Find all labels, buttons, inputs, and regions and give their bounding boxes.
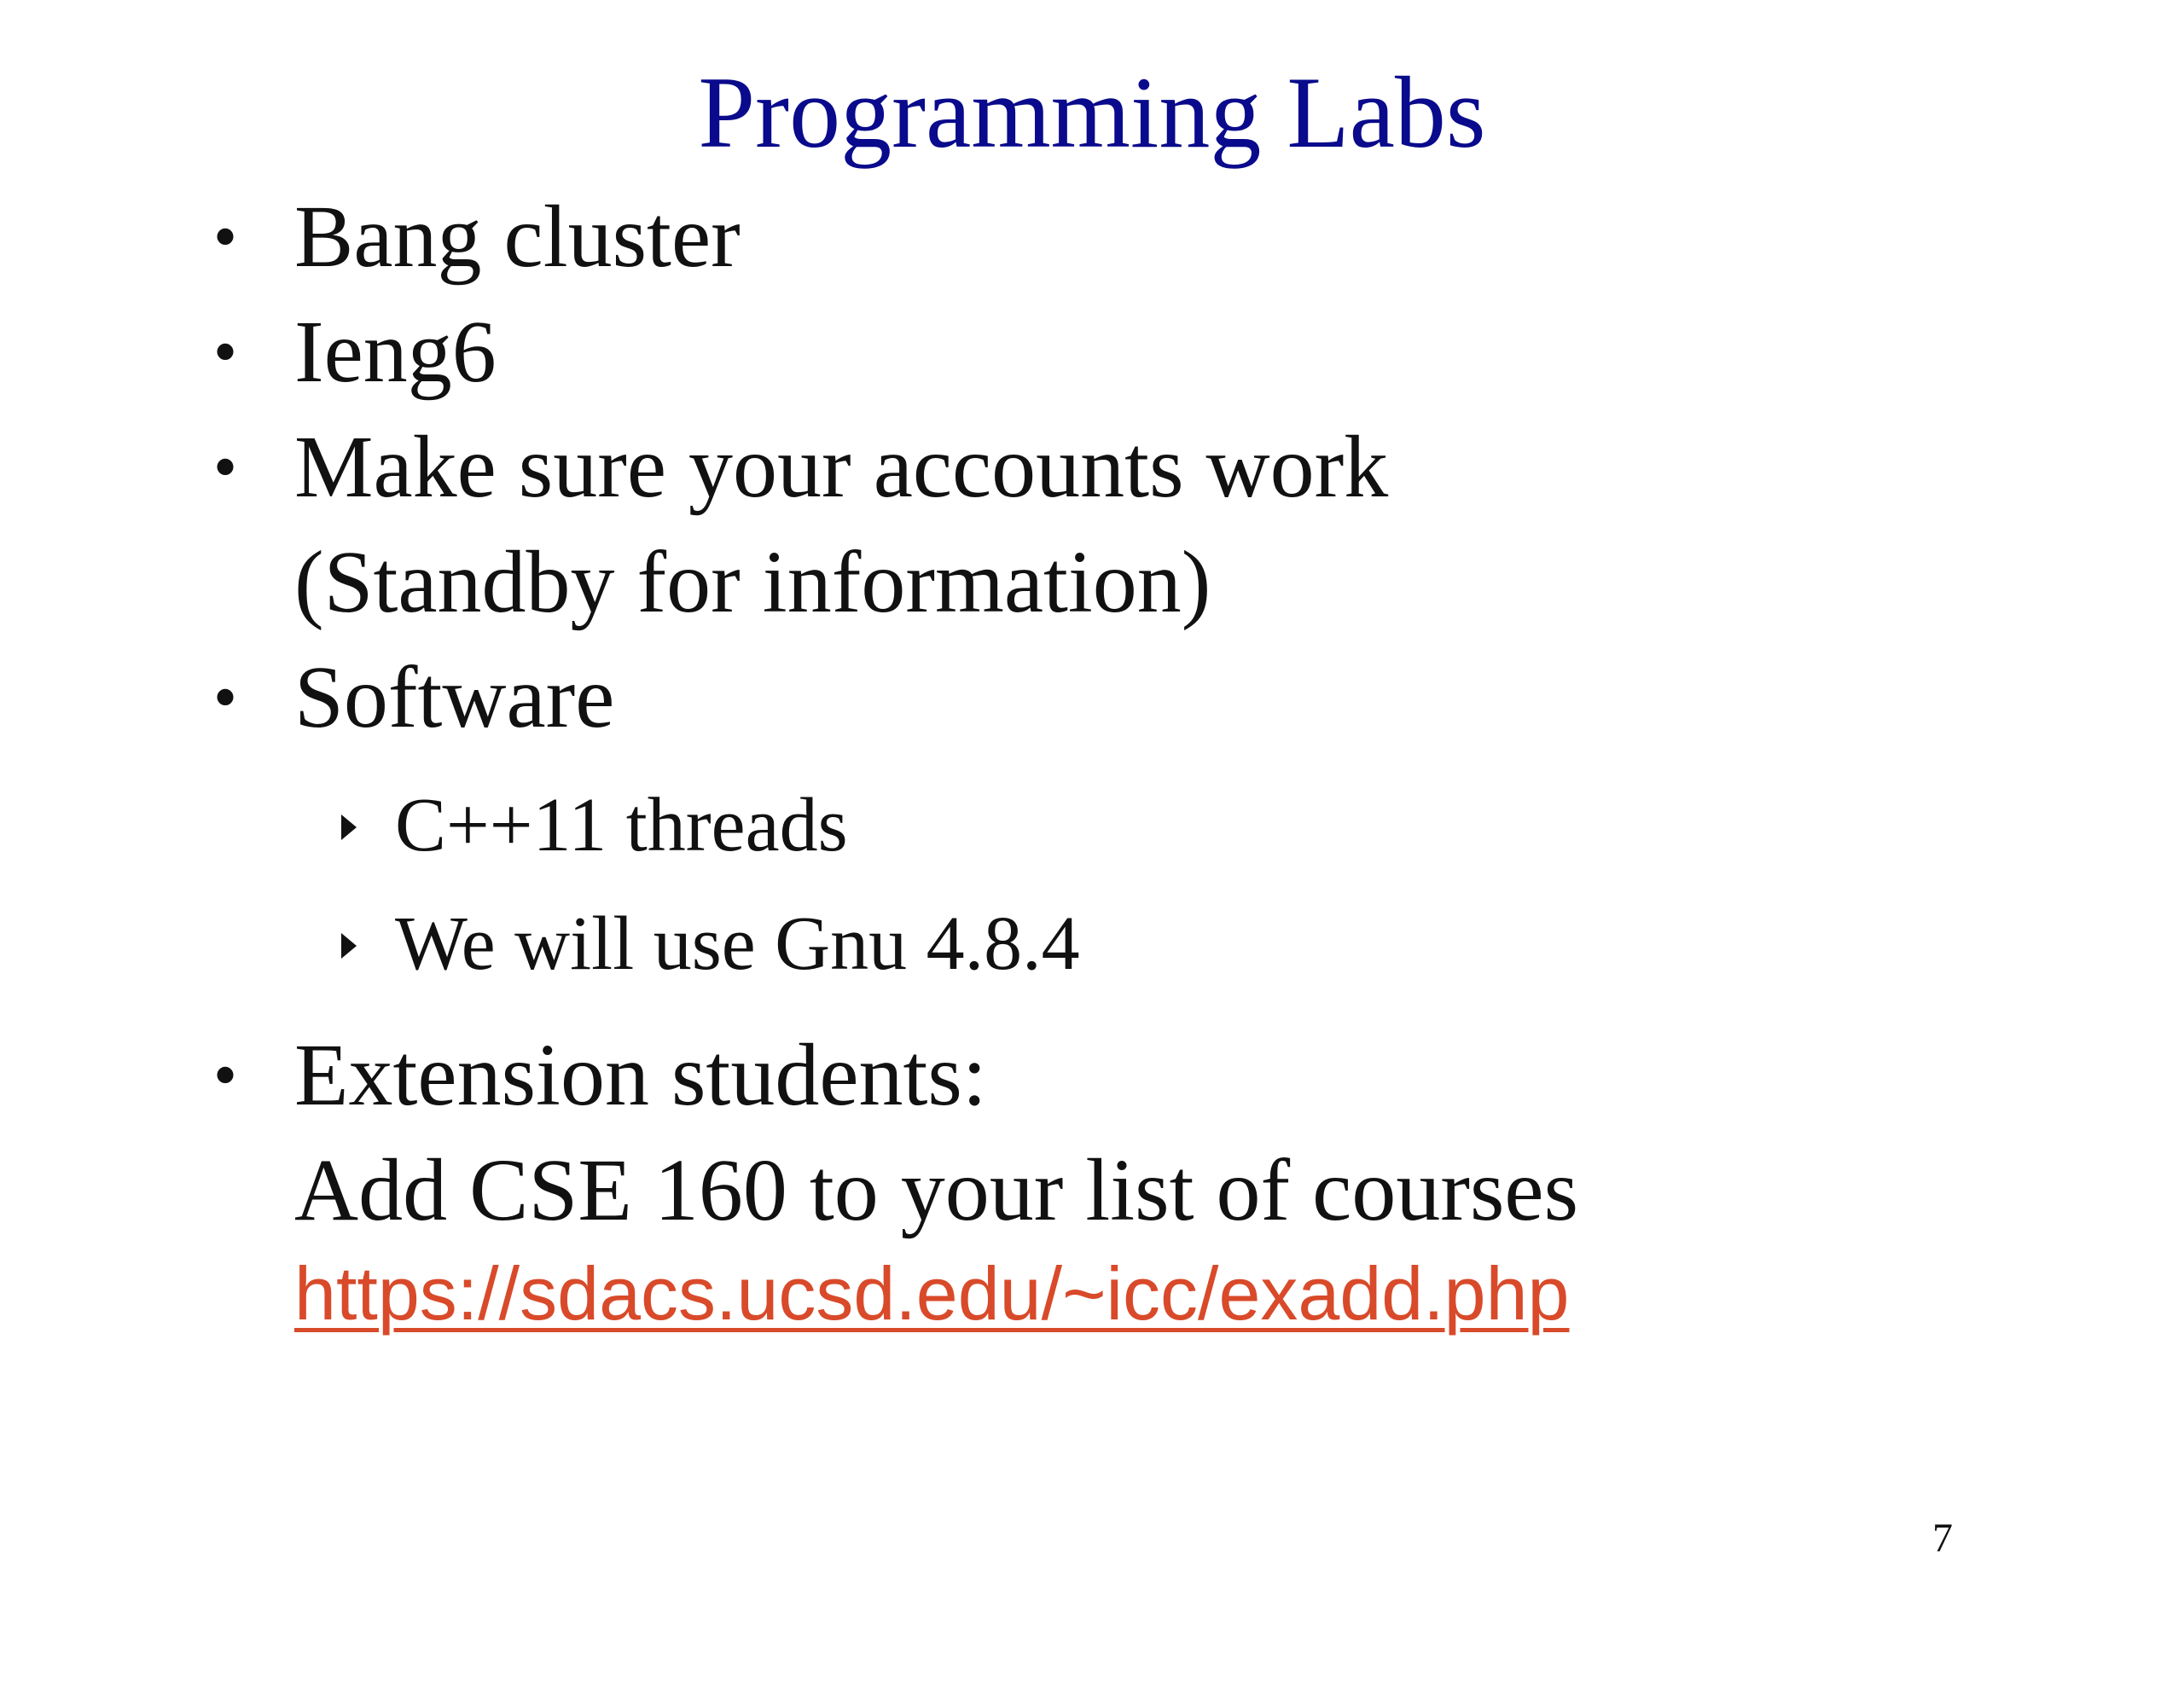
page-number: 7 bbox=[1932, 1516, 1953, 1561]
exadd-link[interactable]: https://sdacs.ucsd.edu/~icc/exadd.php bbox=[294, 1251, 1570, 1336]
slide-title: Programming Labs bbox=[698, 55, 1486, 169]
bullet-text: Extension students: bbox=[294, 1026, 987, 1124]
bullet-text: Ieng6 bbox=[294, 303, 497, 401]
triangle-bullet-icon bbox=[341, 933, 357, 959]
bullet-ieng6 bbox=[213, 297, 497, 408]
triangle-bullet-icon bbox=[341, 815, 357, 840]
bullet-dot-icon: • bbox=[213, 200, 238, 275]
bullet-dot-icon: • bbox=[213, 430, 238, 505]
subbullet-cpp11-threads bbox=[395, 779, 848, 872]
subbullet-text: C++11 threads bbox=[395, 783, 848, 867]
bullet-dot-icon: • bbox=[213, 660, 238, 735]
bullet-text: Bang cluster bbox=[294, 188, 741, 286]
bullet-accounts-continuation: (Standby for information) bbox=[294, 533, 1211, 631]
bullet-extension-continuation: Add CSE 160 to your list of courses bbox=[294, 1141, 1579, 1239]
bullet-extension-students bbox=[213, 1020, 987, 1131]
bullet-dot-icon: • bbox=[213, 1038, 238, 1113]
bullet-accounts bbox=[213, 412, 1389, 523]
bullet-software bbox=[213, 642, 615, 753]
subbullet-gnu bbox=[395, 897, 1080, 991]
bullet-dot-icon: • bbox=[213, 315, 238, 390]
subbullet-text: We will use Gnu 4.8.4 bbox=[395, 901, 1080, 986]
bullet-bang-cluster bbox=[213, 182, 741, 293]
bullet-text: Software bbox=[294, 648, 615, 746]
bullet-text: Make sure your accounts work bbox=[294, 418, 1389, 516]
